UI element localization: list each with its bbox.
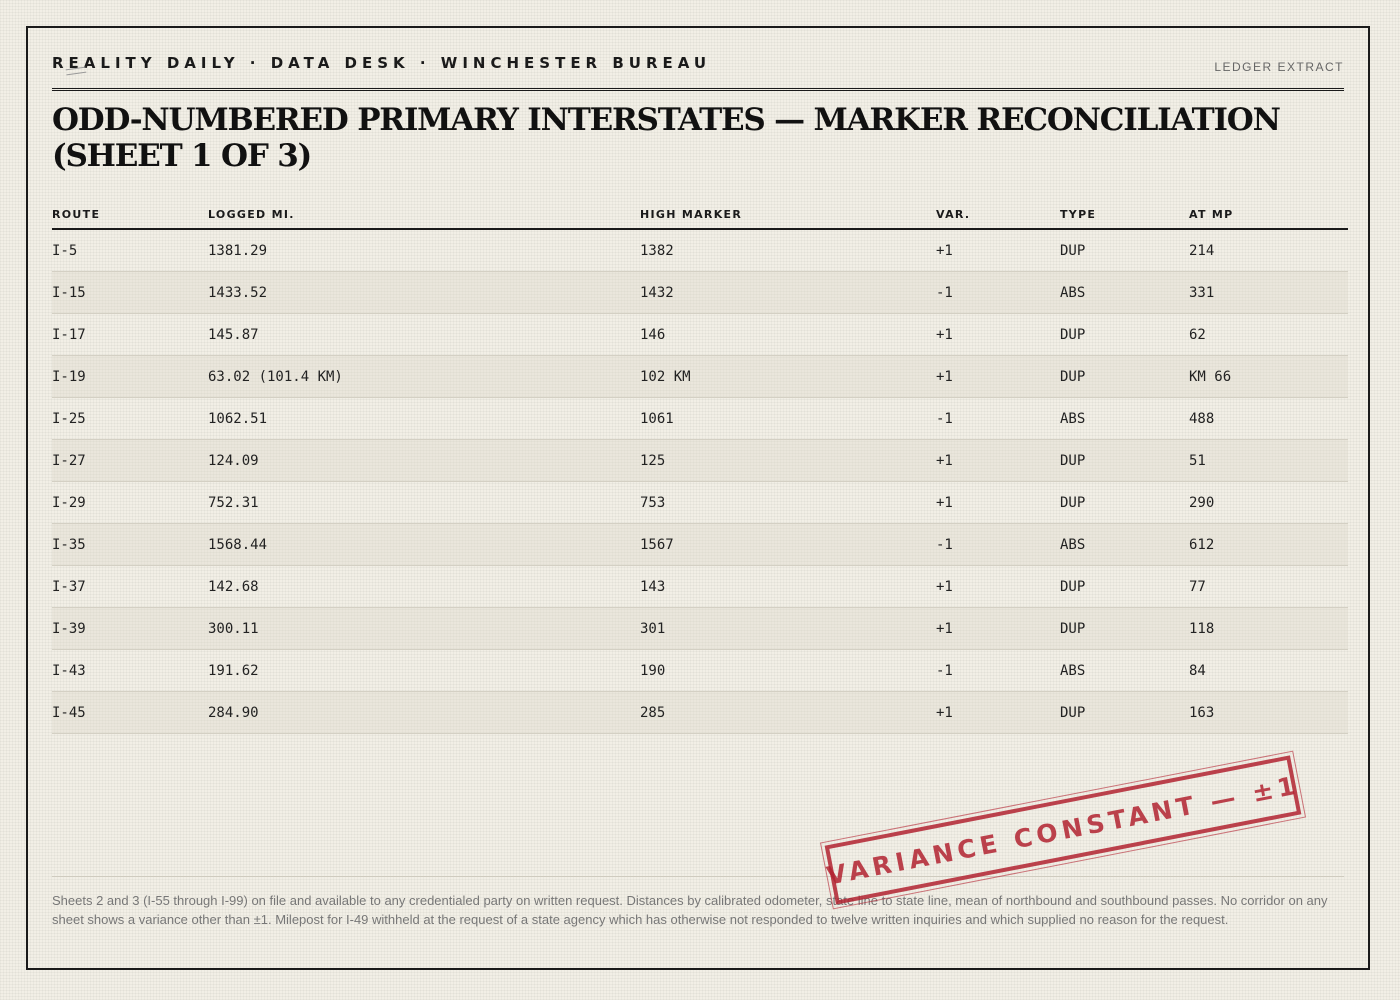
extract-label: LEDGER EXTRACT [1214, 60, 1344, 74]
footnote-divider [52, 876, 1344, 877]
cell-route: I-17 [52, 314, 208, 356]
cell-logged-mi: 1381.29 [208, 229, 640, 272]
cell-high-marker: 190 [640, 650, 936, 692]
cell-type: ABS [1060, 398, 1189, 440]
cell-route: I-27 [52, 440, 208, 482]
cell-at-mp: KM 66 [1189, 356, 1348, 398]
footnote: Sheets 2 and 3 (I-55 through I-99) on file and available to any credentialed party on written request. Distances by calibrated odometer, state line to state line, mean of northbound and southbound passes. No corridor on any sheet shows a variance other than ±1. Milepost for I-49 withheld at the request of a state agency which has otherwise not responded to twelve written inquiries and which supplied no reason for the request. [52, 893, 1328, 927]
cell-logged-mi: 142.68 [208, 566, 640, 608]
cell-type: DUP [1060, 356, 1189, 398]
cell-type: DUP [1060, 482, 1189, 524]
cell-route: I-35 [52, 524, 208, 566]
column-header-route: ROUTE [52, 200, 208, 229]
cell-logged-mi: 124.09 [208, 440, 640, 482]
cell-route: I-15 [52, 272, 208, 314]
cell-logged-mi: 1062.51 [208, 398, 640, 440]
cell-variance: +1 [936, 482, 1060, 524]
cell-high-marker: 1061 [640, 398, 936, 440]
pencil-mark-icon [66, 67, 87, 76]
table-row [52, 398, 1348, 440]
marker-table [52, 200, 1348, 734]
cell-high-marker: 1432 [640, 272, 936, 314]
cell-variance: +1 [936, 356, 1060, 398]
table-row [52, 566, 1348, 608]
cell-route: I-19 [52, 356, 208, 398]
cell-logged-mi: 752.31 [208, 482, 640, 524]
cell-type: DUP [1060, 229, 1189, 272]
table-header-row [52, 200, 1348, 229]
cell-variance: -1 [936, 272, 1060, 314]
table-row [52, 608, 1348, 650]
cell-variance: -1 [936, 398, 1060, 440]
cell-route: I-43 [52, 650, 208, 692]
page-header [52, 52, 1344, 91]
cell-type: DUP [1060, 440, 1189, 482]
column-header-high-marker: HIGH MARKER [640, 200, 936, 229]
cell-variance: -1 [936, 524, 1060, 566]
cell-logged-mi: 145.87 [208, 314, 640, 356]
table-row [52, 314, 1348, 356]
cell-high-marker: 146 [640, 314, 936, 356]
cell-at-mp: 331 [1189, 272, 1348, 314]
cell-logged-mi: 1433.52 [208, 272, 640, 314]
table-body [52, 229, 1348, 734]
cell-variance: +1 [936, 440, 1060, 482]
cell-high-marker: 301 [640, 608, 936, 650]
cell-high-marker: 143 [640, 566, 936, 608]
cell-type: ABS [1060, 272, 1189, 314]
cell-logged-mi: 284.90 [208, 692, 640, 734]
cell-at-mp: 77 [1189, 566, 1348, 608]
cell-type: DUP [1060, 314, 1189, 356]
cell-logged-mi: 191.62 [208, 650, 640, 692]
cell-variance: +1 [936, 692, 1060, 734]
column-header-variance: VAR. [936, 200, 1060, 229]
column-header-logged-mi: LOGGED MI. [208, 200, 640, 229]
cell-logged-mi: 63.02 (101.4 KM) [208, 356, 640, 398]
cell-variance: +1 [936, 314, 1060, 356]
cell-route: I-25 [52, 398, 208, 440]
cell-at-mp: 163 [1189, 692, 1348, 734]
cell-route: I-39 [52, 608, 208, 650]
cell-logged-mi: 300.11 [208, 608, 640, 650]
cell-route: I-5 [52, 229, 208, 272]
cell-route: I-37 [52, 566, 208, 608]
table-row [52, 650, 1348, 692]
cell-high-marker: 285 [640, 692, 936, 734]
cell-route: I-45 [52, 692, 208, 734]
variance-stamp: VARIANCE CONSTANT — ±1 [825, 755, 1302, 904]
table-row [52, 482, 1348, 524]
cell-route: I-29 [52, 482, 208, 524]
page-title: ODD-NUMBERED PRIMARY INTERSTATES — MARKER RECONCILIATION (SHEET 1 OF 3) [52, 102, 1280, 174]
cell-high-marker: 1567 [640, 524, 936, 566]
cell-at-mp: 118 [1189, 608, 1348, 650]
cell-at-mp: 84 [1189, 650, 1348, 692]
table-row [52, 229, 1348, 272]
cell-logged-mi: 1568.44 [208, 524, 640, 566]
table-row [52, 692, 1348, 734]
cell-at-mp: 290 [1189, 482, 1348, 524]
cell-variance: +1 [936, 608, 1060, 650]
cell-high-marker: 753 [640, 482, 936, 524]
table-row [52, 356, 1348, 398]
cell-type: ABS [1060, 524, 1189, 566]
column-header-type: TYPE [1060, 200, 1189, 229]
table-row [52, 272, 1348, 314]
column-header-at-mp: AT MP [1189, 200, 1348, 229]
cell-high-marker: 125 [640, 440, 936, 482]
table-row [52, 440, 1348, 482]
cell-type: DUP [1060, 692, 1189, 734]
cell-at-mp: 488 [1189, 398, 1348, 440]
cell-at-mp: 612 [1189, 524, 1348, 566]
cell-high-marker: 102 KM [640, 356, 936, 398]
table-row [52, 524, 1348, 566]
cell-type: DUP [1060, 608, 1189, 650]
cell-at-mp: 214 [1189, 229, 1348, 272]
cell-at-mp: 51 [1189, 440, 1348, 482]
cell-variance: -1 [936, 650, 1060, 692]
cell-high-marker: 1382 [640, 229, 936, 272]
cell-type: ABS [1060, 650, 1189, 692]
cell-variance: +1 [936, 229, 1060, 272]
masthead: REALITY DAILY · DATA DESK · WINCHESTER BUREAU [52, 54, 712, 72]
cell-type: DUP [1060, 566, 1189, 608]
cell-variance: +1 [936, 566, 1060, 608]
cell-at-mp: 62 [1189, 314, 1348, 356]
